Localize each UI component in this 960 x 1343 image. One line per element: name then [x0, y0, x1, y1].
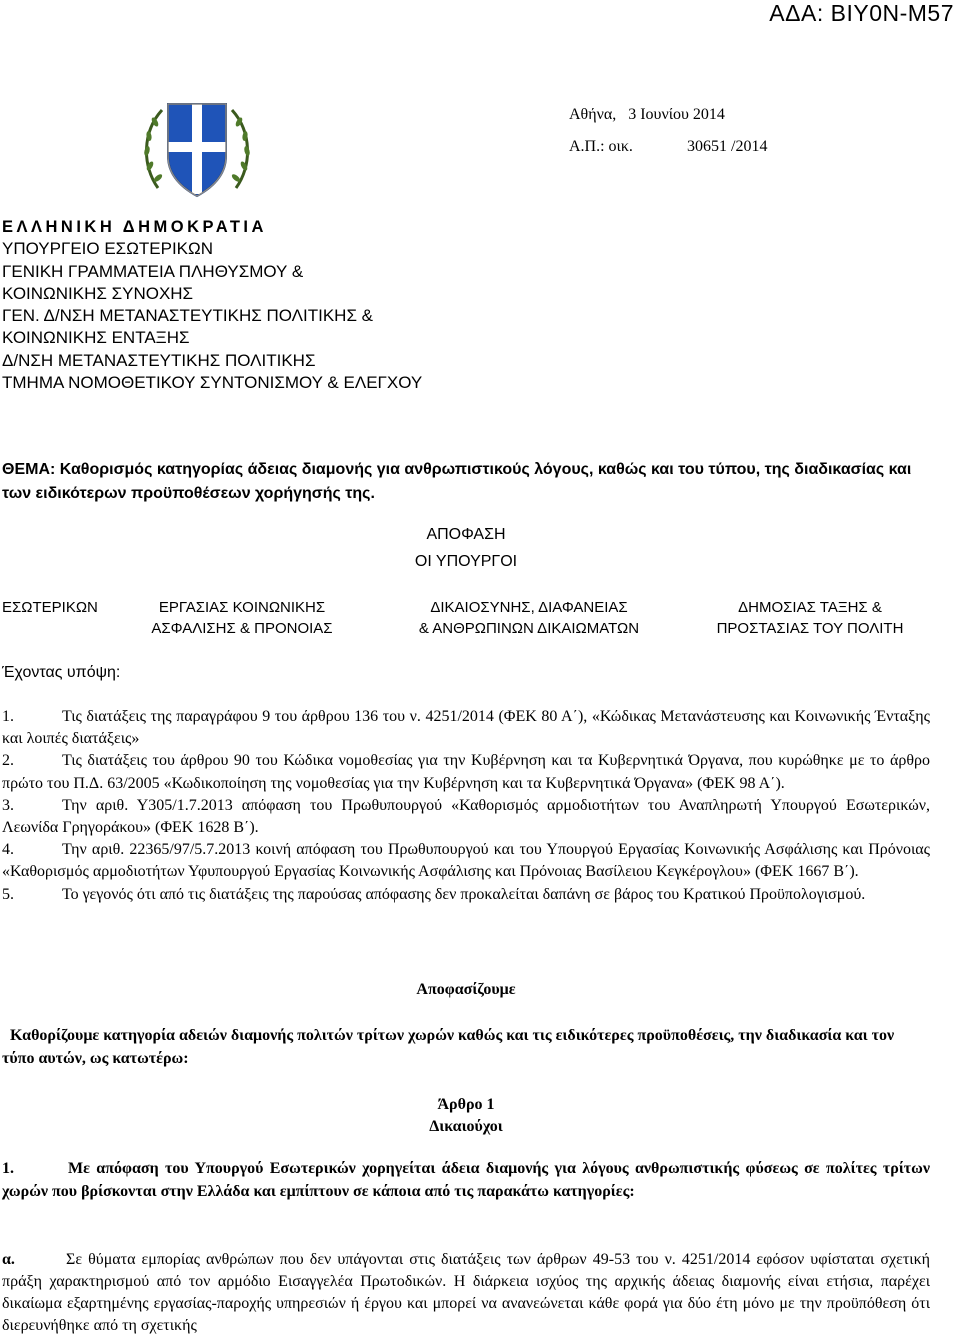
paragraph-a — [2, 1249, 930, 1337]
minister-labour — [132, 597, 352, 639]
item-text: Τις διατάξεις του άρθρου 90 του Κώδικα νομοθεσίας για την Κυβέρνηση και τα Κυβερνητικά Όργανα, που κυρώθηκε με το άρθρο πρώτο του Π.Δ. 63/2005 «Κωδικοποίηση της νομοθεσίας για την Κυβέρνηση και τα Κυβερνητικά Όργανα» (ΦΕΚ 98 Α΄). — [2, 752, 930, 792]
minister-line: ΕΡΓΑΣΙΑΣ ΚΟΙΝΩΝΙΚΗΣ — [158, 599, 326, 616]
protocol-number — [569, 138, 768, 156]
issuer-header — [2, 216, 422, 394]
minister-line: & ΑΝΘΡΩΠΙΝΩΝ ΔΙΚΑΙΩΜΑΤΩΝ — [418, 620, 640, 637]
header-line: ΓΕΝΙΚΗ ΓΡΑΜΜΑΤΕΙΑ ΠΛΗΘΥΣΜΟΥ & — [2, 261, 304, 281]
considering-label: Έχοντας υπόψη: — [2, 664, 121, 681]
minister-line: ΕΣΩΤΕΡΙΚΩΝ — [2, 599, 98, 616]
protocol-label: Α.Π.: οικ. — [569, 138, 633, 155]
paragraph-text: Με απόφαση του Υπουργού Εσωτερικών χορηγείται άδεια διαμονής για λόγους ανθρωπιστικής φύσεως σε πολίτες τρίτων χωρών που βρίσκονται στην Ελλάδα και εμπίπτουν σε κάποια από τις παρακάτω κατηγορίες: — [2, 1160, 930, 1200]
decide-text-body: Καθορίζουμε κατηγορία αδειών διαμονής πολιτών τρίτων χωρών καθώς και τις ειδικότερες προϋποθέσεις, την διαδικασία και τον τύπο αυτών, ως κατωτέρω: — [2, 1027, 895, 1067]
item-number: 2. — [2, 752, 14, 770]
item-number: 1. — [2, 708, 14, 725]
ada-code: ΑΔΑ: ΒΙΥ0Ν-Μ57 — [769, 0, 954, 26]
minister-line: ΔΙΚΑΙΟΣΥΝΗΣ, ΔΙΑΦΑΝΕΙΑΣ — [430, 599, 628, 616]
minister-line: ΠΡΟΣΤΑΣΙΑΣ ΤΟΥ ΠΟΛΙΤΗ — [716, 620, 904, 637]
item-number: 3. — [2, 796, 14, 814]
header-line: ΕΛΛΗΝΙΚΗ ΔΗΜΟΚΡΑΤΙΑ — [2, 218, 267, 236]
header-line: Δ/ΝΣΗ ΜΕΤΑΝΑΣΤΕΥΤΙΚΗΣ ΠΟΛΙΤΙΚΗΣ — [2, 350, 316, 370]
item-number: 4. — [2, 841, 14, 859]
minister-justice — [388, 597, 670, 639]
header-line: ΤΜΗΜΑ ΝΟΜΟΘΕΤΙΚΟΥ ΣΥΝΤΟΝΙΣΜΟΥ & ΕΛΕΓΧΟΥ — [2, 373, 423, 393]
consideration-item — [2, 839, 930, 883]
subject: ΘΕΜΑ: Καθορισμός κατηγορίας άδειας διαμονής για ανθρωπιστικούς λόγους, καθώς και του τύπου, της διαδικασίας και των ειδικότερων προϋποθέσεων χορήγησής της. — [2, 461, 912, 502]
paragraph-letter: α. — [2, 1251, 15, 1268]
item-text: Τις διατάξεις της παραγράφου 9 του άρθρου 136 του ν. 4251/2014 (ΦΕΚ 80 Α΄), «Κώδικας Μετανάστευσης και Κοινωνικής Ένταξης και λοιπές διατάξεις» — [2, 708, 930, 748]
consideration-item — [2, 884, 930, 906]
consideration-item — [2, 795, 930, 839]
greek-coat-of-arms-icon — [138, 96, 256, 200]
header-line: ΥΠΟΥΡΓΕΙΟ ΕΣΩΤΕΡΙΚΩΝ — [2, 239, 214, 259]
protocol-value: 30651 /2014 — [687, 138, 768, 155]
document-date — [569, 106, 725, 124]
date-label: Αθήνα, — [569, 106, 617, 123]
article-title: Δικαιούχοι — [429, 1118, 503, 1135]
minister-public-order — [690, 597, 930, 639]
item-text: Την αριθ. 22365/97/5.7.2013 κοινή απόφαση του Πρωθυπουργού και του Υπουργού Εργασίας Κοινωνικής Ασφάλισης και Πρόνοιας «Καθορισμός αρμοδιοτήτων Υφυπουργού Εργασίας Κοινωνικής Ασφάλισης και Πρόνοιας Βασίλειου Κεγκέρογλου» (ΦΕΚ 1667 Β΄). — [2, 841, 930, 881]
ministers-title: ΟΙ ΥΠΟΥΡΓΟΙ — [414, 553, 518, 570]
date-value: 3 Ιουνίου 2014 — [628, 106, 725, 123]
decision-label: ΑΠΟΦΑΣΗ — [426, 526, 506, 543]
considerations-list — [2, 706, 930, 906]
consideration-item — [2, 706, 930, 750]
article-heading — [0, 1094, 932, 1138]
item-text: Την αριθ. Υ305/1.7.2013 απόφαση του Πρωθυπουργού «Καθορισμός αρμοδιοτήτων του Αναπληρωτή Υπουργού Εσωτερικών, Λεωνίδα Γρηγοράκου» (ΦΕΚ 1628 Β΄). — [2, 796, 930, 837]
decide-text — [2, 1024, 930, 1070]
paragraph-1 — [2, 1158, 930, 1203]
article-number: Άρθρο 1 — [437, 1096, 495, 1113]
item-number: 5. — [2, 885, 14, 903]
consideration-item — [2, 750, 930, 794]
header-line: ΚΟΙΝΩΝΙΚΗΣ ΣΥΝΟΧΗΣ — [2, 283, 194, 303]
minister-line: ΔΗΜΟΣΙΑΣ ΤΑΞΗΣ & — [738, 599, 882, 616]
header-line: ΓΕΝ. Δ/ΝΣΗ ΜΕΤΑΝΑΣΤΕΥΤΙΚΗΣ ΠΟΛΙΤΙΚΗΣ & — [2, 306, 374, 326]
header-line: ΚΟΙΝΩΝΙΚΗΣ ΕΝΤΑΞΗΣ — [2, 328, 190, 348]
decide-title: Αποφασίζουμε — [416, 981, 516, 998]
paragraph-number: 1. — [2, 1160, 14, 1177]
item-text: Το γεγονός ότι από τις διατάξεις της παρούσας απόφασης δεν προκαλείται δαπάνη σε βάρος του Κρατικού Προϋπολογισμού. — [62, 885, 866, 903]
paragraph-text: Σε θύματα εμπορίας ανθρώπων που δεν υπάγονται στις διατάξεις των άρθρων 49-53 του ν. 4251/2014 εφόσον υφίσταται σχετική πράξη χαρακτηρισμού από τον αρμόδιο Εισαγγελέα Πρωτοδικών. Η διάρκεια ισχύος της αρχικής άδειας διαμονής είναι ετήσια, παρέχει δικαίωμα εξαρτημένης εργασίας-παροχής υπηρεσιών ή έργου και μπορεί να ανανεώνεται κάθε φορά για δύο έτη μόνο με την προϋπόθεση ότι διερευνήθηκε από τη σχετικής — [2, 1251, 930, 1334]
minister-interior — [2, 597, 98, 618]
minister-line: ΑΣΦΑΛΙΣΗΣ & ΠΡΟΝΟΙΑΣ — [151, 620, 333, 637]
